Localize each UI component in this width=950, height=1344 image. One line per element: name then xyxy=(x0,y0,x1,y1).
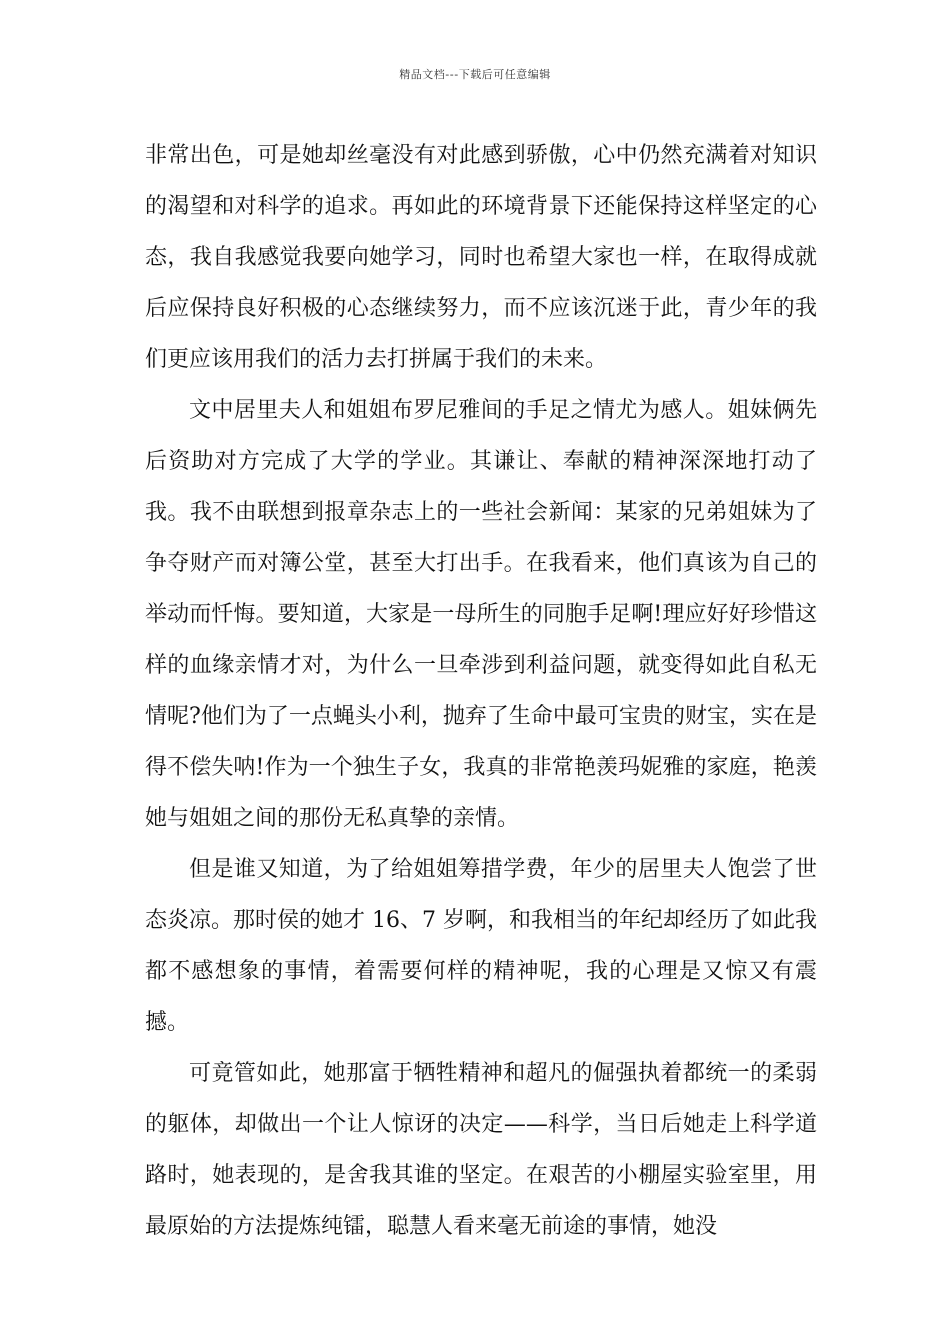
paragraph-2: 文中居里夫人和姐姐布罗尼雅间的手足之情尤为感人。姐妹俩先后资助对方完成了大学的学业。其谦让、奉献的精神深深地打动了我。我不由联想到报章杂志上的一些社会新闻：某家的兄弟姐妹为了争夺财产而对簿公堂，甚至大打出手。在我看来，他们真该为自己的举动而忏悔。要知道，大家是一母所生的同胞手足啊!理应好好珍惜这样的血缘亲情才对，为什么一旦牵涉到利益问题，就变得如此自私无情呢?他们为了一点蝇头小利，抛弃了生命中最可宝贵的财宝，实在是得不偿失呐!作为一个独生子女，我真的非常艳羡玛妮雅的家庭，艳羡她与姐姐之间的那份无私真挚的亲情。 xyxy=(145,398,817,831)
paragraph-1: 非常出色，可是她却丝毫没有对此感到骄傲，心中仍然充满着对知识的渴望和对科学的追求。再如此的环境背景下还能保持这样坚定的心态，我自我感觉我要向她学习，同时也希望大家也一样，在取得成就后应保持良好积极的心态继续努力，而不应该沉迷于此，青少年的我们更应该用我们的活力去打拼属于我们的未来。 xyxy=(145,143,817,372)
document-body xyxy=(145,130,817,1252)
page-header: 精品文档---下载后可任意编辑 xyxy=(399,68,551,81)
paragraph-4: 可竟管如此，她那富于牺牲精神和超凡的倔强执着都统一的柔弱的躯体，却做出一个让人惊讶的决定——科学，当日后她走上科学道路时，她表现的，是舍我其谁的坚定。在艰苦的小棚屋实验室里，用最原始的方法提炼纯镭，聪慧人看来毫无前途的事情，她没 xyxy=(145,1061,817,1239)
paragraph-3: 但是谁又知道，为了给姐姐筹措学费，年少的居里夫人饱尝了世态炎凉。那时侯的她才 16、7 岁啊，和我相当的年纪却经历了如此我都不感想象的事情，着需要何样的精神呢，我的心理是又惊又有震撼。 xyxy=(145,857,817,1035)
